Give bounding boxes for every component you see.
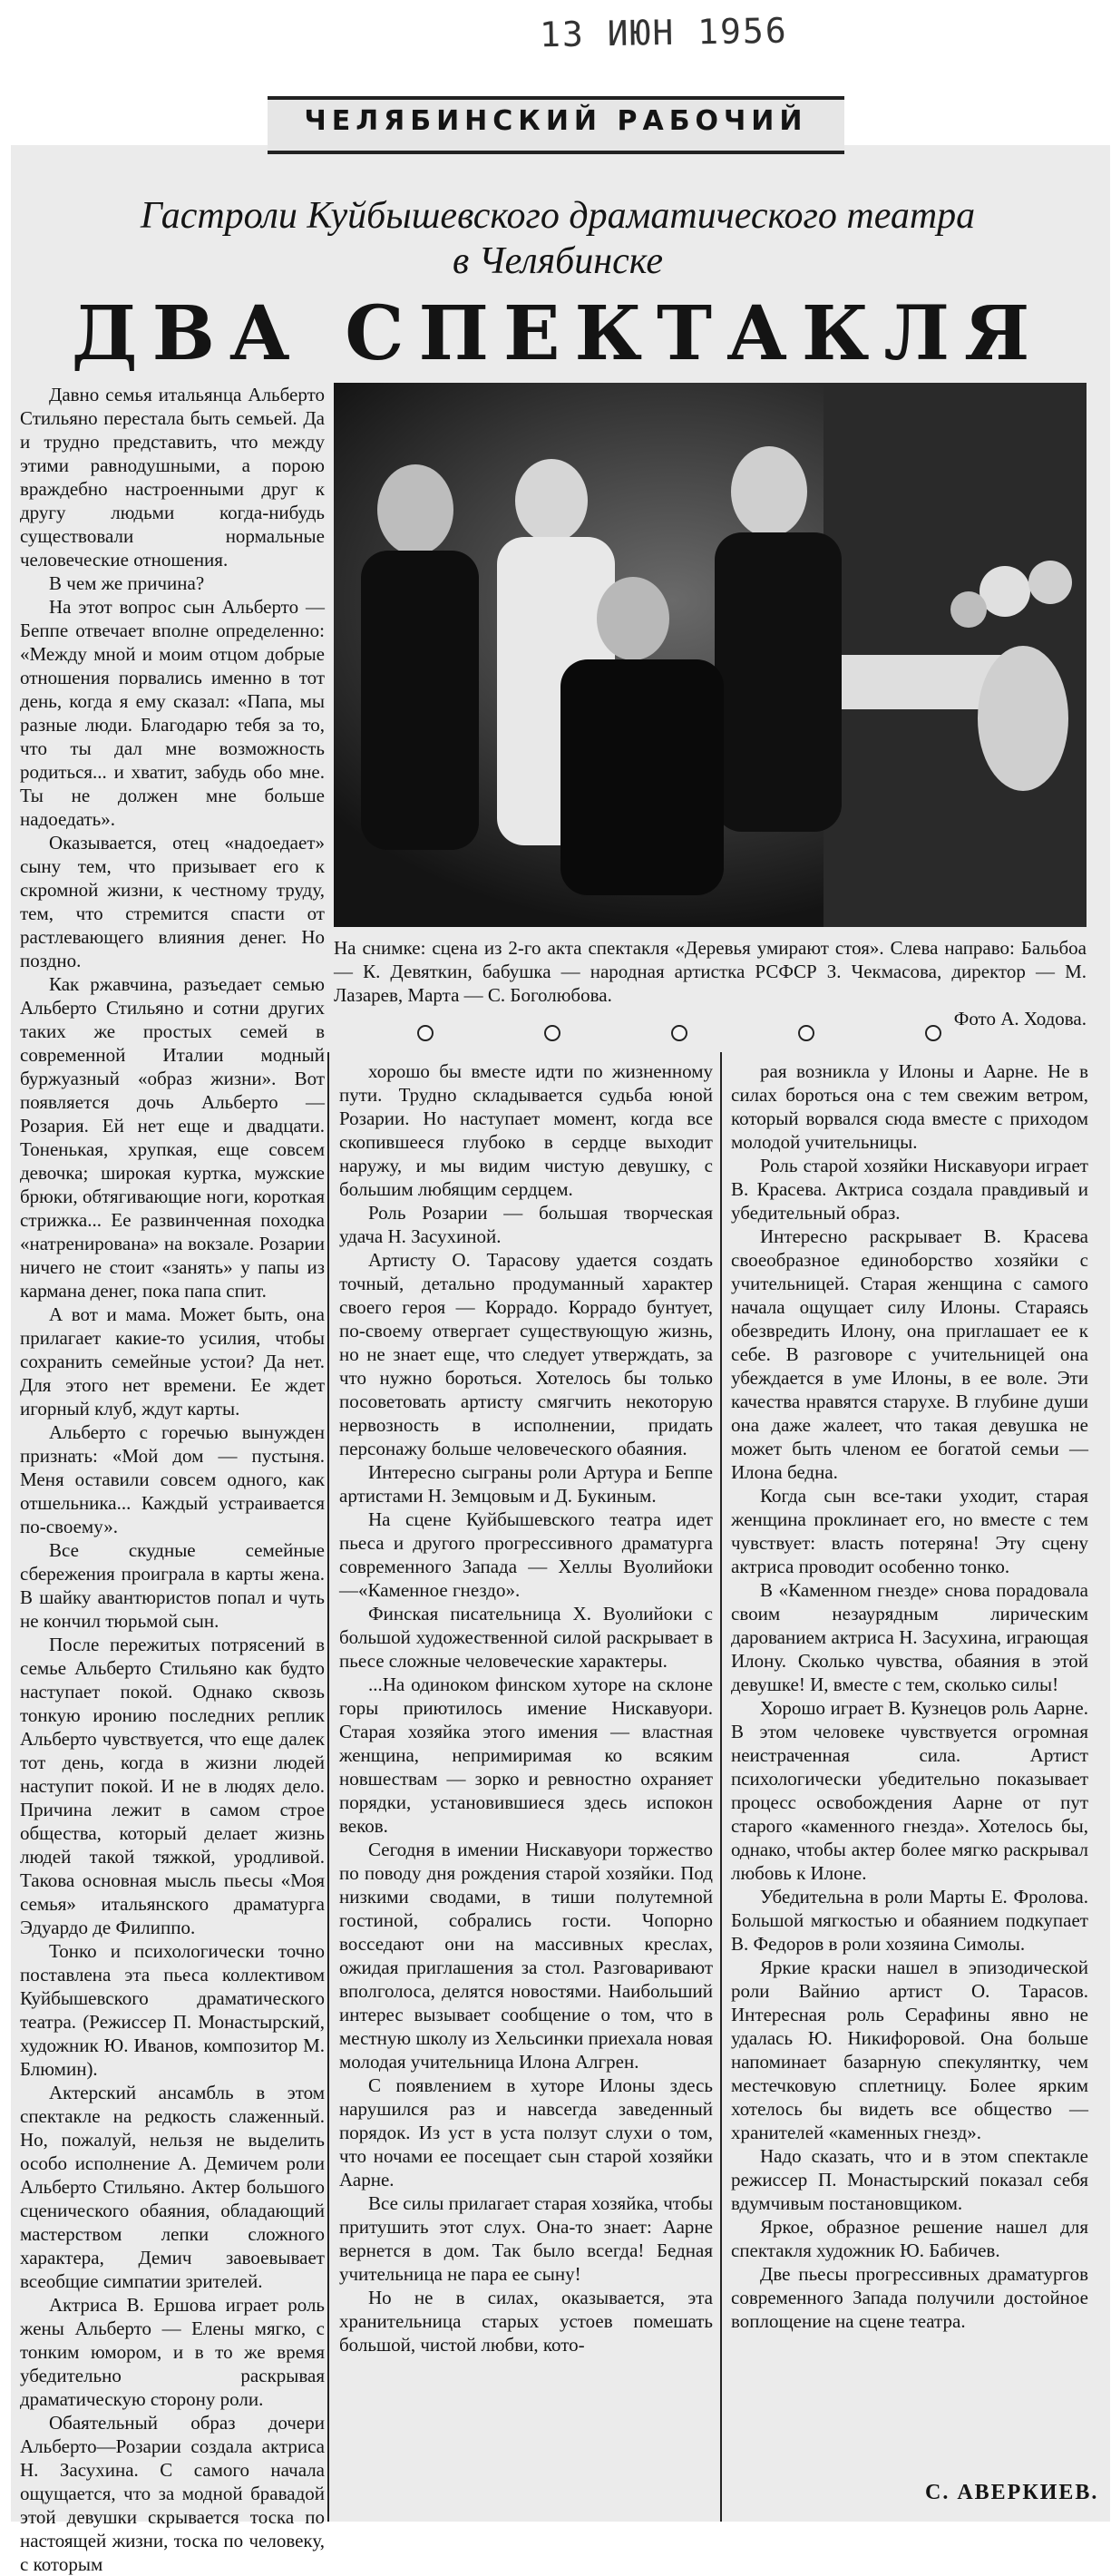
decorative-dot [925,1025,941,1041]
decorative-dot [798,1025,814,1041]
paragraph: В «Каменном гнезде» снова порадовала своим незаурядным лирическим дарованием актриса Н. Засухина, играющая Илону. Сколько чувства, обаяния в этой девушке! И, вместе с тем, сколько силы! [731,1579,1088,1695]
paragraph: Хорошо играет В. Кузнецов роль Аарне. В этом человеке чувствуется огромная неистраченная сила. Артист психологически убедительно показывает процесс освобождения Аарне от пут старого «каменного гнезда». Хотелось бы, однако, чтобы актер более мягко раскрывал любовь к Илоне. [731,1697,1088,1884]
paragraph: Все силы прилагает старая хозяйка, чтобы притушить этот слух. Она-то знает: Аарне вернется в дом. Так было всегда! Бедная учительница не пара ее сыну! [339,2192,713,2285]
paragraph: Обаятельный образ дочери Альберто—Розарии создала актриса Н. Засухина. С самого начала ощущается, что за модной бравадой этой девушки скрывается тоска по настоящей жизни, тоска по человеку, с которым [20,2412,325,2575]
paragraph: В чем же причина? [49,572,205,594]
paragraph: Финская писательница Х. Вуолийоки с большой художественной силой раскрывает в пьесе сложные человеческие характеры. [339,1603,713,1672]
paragraph: рая возникла у Илоны и Аарне. Не в силах бороться она с тем свежим ветром, который ворвался сюда вместе с приходом молодой учительницы. [731,1060,1088,1153]
column-divider [720,1052,722,2522]
paragraph: Надо сказать, что и в этом спектакле режиссер П. Монастырский показал себя вдумчивым постановщиком. [731,2145,1088,2214]
decorative-dot [417,1025,434,1041]
paragraph: Интересно раскрывает В. Красева своеобразное единоборство хозяйки с учительницей. Старая женщина с самого начала ощущает силу Илоны. Стараясь обезвредить Илону, она приглашает ее к себе. В разговоре с учительницей она убеждается в уме Илоны, в ее воле. Эти качества нравятся старухе. В глубине души она даже жалеет, что такая девушка не может быть членом ее богатой семьи — Илона бедна. [731,1225,1088,1483]
paragraph: Когда сын все-таки уходит, старая женщина проклинает его, но вместе с тем чувствует: власть потеряна! Эту сцену актриса проводит особенно тонко. [731,1485,1088,1577]
paragraph: Актриса В. Ершова играет роль жены Альберто — Елены мягко, с тонким юмором, и в то же время убедительно раскрывая драматическую сторону роли. [20,2294,325,2410]
paragraph: На этот вопрос сын Альберто — Бeппе отвечает вполне определенно: «Между мной и моим отцом добрые отношения порвались именно в тот день, когда я ему сказал: «Папа, мы разные люди. Благодарю тебя за то, что ты дал мне возможность родиться... и хватит, забудь обо мне. Ты не должен мне больше надоедать». [20,596,325,830]
paragraph: Альберто с горечью вынужден признать: «Мой дом — пустыня. Меня оставили совсем одного, как отшельника... Каждый устраивается по-своему». [20,1421,325,1537]
column-1 [20,383,325,2575]
photo-credit: Фото А. Ходова. [953,1008,1087,1029]
paragraph: На сцене Куйбышевского театра идет пьеса и другого прогрессивного драматурга современного Запада — Хеллы Вуолийоки—«Каменное гнездо». [339,1508,713,1601]
paragraph: Но не в силах, оказывается, эта хранительница старых устоев помешать большой, чистой любви, кото- [339,2287,713,2356]
masthead-bar [268,96,844,154]
column-3 [731,1059,1088,2474]
paragraph: Интересно сыграны роли Артура и Беппе артистами Н. Земцовым и Д. Букиным. [339,1461,713,1507]
paragraph: Как ржавчина, разъедает семью Альберто Стильяно и сотни других таких же простых семей в современной Италии модный буржуазный «образ жизни». Вот появляется дочь Альберто — Розария. Ей нет еще и двадцати. Тоненькая, хрупкая, еще совсем девочка; широкая куртка, мужские брюки, обтягивающие ноги, короткая стрижка... Ее развинченная походка «натренирована» на вокзале. Розарии ничего не стоит «занять» у папы из кармана денег, пока папа спит. [20,973,325,1302]
photo-illustration [334,383,1087,927]
decorative-dot [544,1025,560,1041]
subheadline-line-2: в Челябинске [453,240,663,282]
paragraph: Две пьесы прогрессивных драматургов современного Запада получили достойное воплощение на сцене театра. [731,2263,1088,2332]
photo-caption [334,936,1087,1030]
paragraph: ...На одиноком финском хуторе на склоне горы приютилось имение Нискавуори. Старая хозяйка этого имения — властная женщина, непримиримая ко всяким новшествам — зорко и ревностно охраняет порядки, установившиеся здесь испокон веков. [339,1673,713,1837]
newspaper-name: ЧЕЛЯБИНСКИЙ РАБОЧИЙ [304,105,808,137]
subheadline-line-1: Гастроли Куйбышевского драматического театра [140,195,976,237]
stage-scene-photo [334,383,1087,927]
caption-text: На снимке: сцена из 2-го акта спектакля «Деревья умирают стоя». Слева направо: Бальбоа — К. Девяткин, бабушка — народная артистка РСФСР З. Чекмасова, директор — М. Лазарев, Марта — С. Боголюбова. [334,937,1087,1006]
paragraph: Яркое, образное решение нашел для спектакля художник Ю. Бабичев. [731,2216,1088,2261]
paragraph: Убедительна в роли Марты Е. Фролова. Большой мягкостью и обаянием подкупает В. Федоров в роли хозяина Симолы. [731,1886,1088,1955]
paragraph: А вот и мама. Может быть, она прилагает какие-то усилия, чтобы сохранить семейные устои? Да нет. Для этого нет времени. Ее ждет игорный клуб, ждут карты. [20,1303,325,1420]
paragraph: Артисту О. Тарасову удается создать точный, детально продуманный характер своего героя — Коррадо. Коррадо бунтует, по-своему отвергает существующую жизнь, но не знает еще, что следует утверждать, за что нужно бороться. Хотелось бы только посоветовать артисту смягчить некоторую нервозность в исполнении, придать персонажу больше человеческого обаяния. [339,1249,713,1459]
paragraph: Сегодня в имении Нискавуори торжество по поводу дня рождения старой хозяйки. Под низкими сводами, в тиши полутемной гостиной, собрались гости. Чопорно восседают они на массивных креслах, ожидая приглашения за стол. Разговаривают вполголоса, делятся новостями. Наибольший интерес вызывает сообщение о том, что в местную школу из Хельсинки приехала новая молодая учительница Илона Алгрен. [339,1839,713,2073]
article-title: ДВА СПЕКТАКЛЯ [71,290,1045,377]
paragraph: хорошо бы вместе идти по жизненному пути. Трудно складывается судьба юной Розарии. Но наступает момент, когда все скопившееся глубоко в сердце выходит наружу, и мы видим чистую девушку, с большим любящим сердцем. [339,1060,713,1200]
paragraph: После пережитых потрясений в семье Альберто Стильяно как будто наступает покой. Однако сквозь тонкую иронию последних реплик Альберто чувствуется, что еще далек тот день, когда в жизни людей наступит покой. И не в людях дело. Причина лежит в самом строе общества, который делает жизнь людей такой тяжкой, уродливой. Такова основная мысль пьесы «Моя семья» итальянского драматурга Эдуардо де Филиппо. [20,1634,325,1938]
decorative-dot [671,1025,687,1041]
author-signature: С. АВЕРКИЕВ. [925,2481,1099,2504]
paragraph: С появлением в хуторе Илоны здесь нарушился раз и навсегда заведенный порядок. Из уст в уста ползут слухи о том, что ночами ее посещает сын старой хозяйки Аарне. [339,2074,713,2191]
column-2 [339,1059,713,2529]
paragraph: Все скудные семейные сбережения проиграла в карты жена. В шайку авантюристов попал и чуть не кончил тюрьмой сын. [20,1539,325,1632]
column-divider [327,1052,329,2522]
date-stamp: 13 ИЮН 1956 [539,10,789,55]
paragraph: Давно семья итальянца Альберто Стильяно перестала быть семьей. Да и трудно представить, что между этими равнодушными, а порою враждебно настроенными друг к другу людьми когда-нибудь существовали нормальные человеческие отношения. [20,384,325,571]
paragraph: Роль старой хозяйки Нискавуори играет В. Красева. Актриса создала правдивый и убедительный образ. [731,1155,1088,1224]
paragraph: Роль Розарии — большая творческая удача Н. Засухиной. [339,1202,713,1247]
paragraph: Яркие краски нашел в эпизодической роли Вайнио артист О. Тарасов. Интересная роль Серафины явно не удалась Ю. Никифоровой. Она больше напоминает базарную спекулянтку, чем местечковую сплетницу. Более ярким хотелось бы видеть все общество — хранителей «каменных гнезд». [731,1956,1088,2143]
paragraph: Тонко и психологически точно поставлена эта пьеса коллективом Куйбышевского драматического театра. (Режиссер П. Монастырский, художник Ю. Иванов, композитор М. Блюмин). [20,1940,325,2080]
paragraph: Оказывается, отец «надоедает» сыну тем, что призывает его к скромной жизни, к честному труду, тем, что стремится спасти от растлевающего влияния денег. Но поздно. [20,832,325,971]
paragraph: Актерский ансамбль в этом спектакле на редкость слаженный. Но, пожалуй, нельзя не выделить особо исполнение А. Демичем роли Альберто Стильяно. Актер большого сценического обаяния, обладающий мастерством лепки сложного характера, Демич завоевывает всеобщие симпатии зрителей. [20,2082,325,2292]
